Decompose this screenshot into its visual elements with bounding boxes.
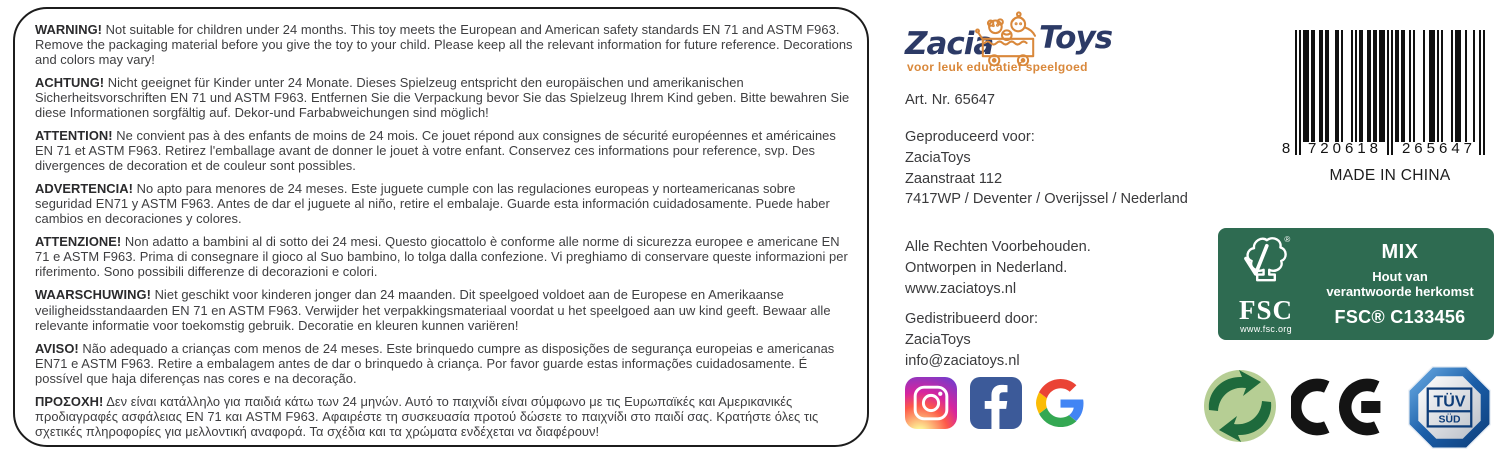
fsc-label	[1218, 228, 1494, 340]
distributed-name: ZaciaToys	[905, 331, 971, 348]
warning-text-fr: Ne convient pas à des enfants de moins de 24 mois. Ce jouet répond aux consignes de sécurité européennes et américaines EN 71 et ASTM F963. Retirez l'emballage avant de donner le jouet à votre enfant. Conservez ces informations pour reference, svp. Des divergences de decoration et de couleur sont possibles.	[35, 128, 836, 174]
produced-for-name: ZaciaToys	[905, 149, 971, 166]
rights-block	[905, 237, 1091, 299]
warning-lead-fr: ATTENTION!	[35, 128, 113, 144]
tuv-sud-icon	[1406, 364, 1493, 451]
fsc-wordmark: FSC	[1238, 295, 1293, 325]
designed-in: Ontworpen in Nederland.	[905, 259, 1068, 276]
rights-reserved: Alle Rechten Voorbehouden.	[905, 239, 1091, 255]
google-icon	[1035, 378, 1085, 428]
fsc-text	[1314, 228, 1494, 340]
warning-text-nl: Niet geschikt voor kinderen jonger dan 24 maanden. Dit speelgoed voldoet aan de Europese en Amerikaanse veiligheidsstandaarden EN 71 en ASTM F963. Verwijder het verpakkingsmateriaal voordat u het speelgoed aan uw kind geeft. Bewaar alle relevante informatie voor toekomstig gebruik. Decoratie en kleuren kunnen variëren!	[35, 287, 831, 333]
social-icons	[905, 377, 1085, 429]
fsc-registered-mark: ®	[1284, 234, 1291, 244]
barcode-left-digits: 720618	[1307, 140, 1383, 157]
sud-text: SÜD	[1438, 414, 1461, 426]
website: www.zaciatoys.nl	[905, 280, 1017, 297]
fsc-line2: verantwoorde herkomst	[1326, 284, 1474, 299]
warning-paragraph-it	[35, 234, 855, 279]
logo-word-zacia: Zacia	[905, 26, 994, 62]
brand-tagline: voor leuk educatief speelgoed	[907, 60, 1088, 74]
warning-text-it: Non adatto a bambini al di sotto dei 24 mesi. Questo giocattolo è conforme alle norme di sicurezza europee e americane EN 71 e ASTM F963. Prima di consegnare il gioco al Suo bambino, lo tolga dalla confezione. Vi preghiamo di conservare queste informazioni per riferimento. Sono possibili differenze di decorazioni e colori.	[35, 234, 848, 280]
warning-lead-de: ACHTUNG!	[35, 75, 105, 91]
warning-text-pt: Não adequado a crianças com menos de 24 meses. Este brinquedo cumpre as disposições de segurança europeias e americanas EN71 e ASTM F963. Retire a embalagem antes de dar o brinquedo à criança. Por favor guarde estas informações cuidadosamente. É possível que haja diferenças nas cores e na decoração.	[35, 340, 835, 386]
distributed-block	[905, 309, 1038, 371]
green-dot-icon	[1203, 369, 1277, 443]
warning-paragraph-es	[35, 181, 855, 226]
warning-lead-it: ATTENZIONE!	[35, 234, 122, 250]
article-number: Art. Nr. 65647	[905, 92, 996, 108]
fsc-tree-icon	[1235, 233, 1297, 297]
fsc-url: www.fsc.org	[1240, 324, 1292, 334]
produced-for-label: Geproduceerd voor:	[905, 129, 1035, 145]
warning-paragraph-en	[35, 22, 855, 67]
facebook-icon	[970, 377, 1022, 429]
warning-paragraph-nl	[35, 287, 855, 332]
fsc-line1: Hout van	[1372, 268, 1428, 284]
barcode-bars	[1295, 30, 1485, 157]
city-address: 7417WP / Deventer / Overijssel / Nederland	[905, 191, 1188, 208]
tuv-text: TÜV	[1433, 392, 1466, 411]
warning-paragraph-fr	[35, 128, 855, 173]
toy-wagon-icon	[975, 8, 1041, 66]
fsc-mix-label: MIX	[1381, 240, 1419, 263]
warning-paragraph-el	[35, 394, 855, 439]
warning-text-en: Not suitable for children under 24 months. This toy meets the European and American safety standards EN 71 and ASTM F963. Remove the packaging material before you give the toy to your child. Please keep all the relevant information for future reference. Decorations and colors may vary!	[35, 22, 853, 68]
email: info@zaciatoys.nl	[905, 352, 1020, 369]
produced-for-block	[905, 127, 1188, 210]
made-in-china-label: MADE IN CHINA	[1329, 167, 1451, 184]
warning-panel	[13, 7, 869, 447]
warning-lead-en: WARNING!	[35, 22, 102, 37]
warning-paragraph-de	[35, 75, 855, 120]
warning-lead-pt: AVISO!	[35, 340, 79, 356]
warning-text-de: Nicht geeignet für Kinder unter 24 Monate. Dieses Spielzeug entspricht den europäischen und amerikanischen Sicherheitsvorschriften EN 71 und ASTM F963. Entfernen Sie die Verpackung bevor Sie das Spielzeug Ihrem Kind geben. Bitte bewahren Sie diese Informationen sorgfältig auf. Dekor-und Farbabweichungen sind möglich!	[35, 75, 850, 121]
fsc-logo	[1218, 228, 1314, 340]
ce-mark-icon	[1291, 376, 1391, 438]
brand-column	[903, 6, 1208, 369]
warning-lead-el: ΠΡΟΣΟΧΗ!	[35, 393, 104, 409]
barcode-first-digit: 8	[1281, 140, 1291, 157]
warning-text-el: Δεν είναι κατάλληλο για παιδιά κάτω των 24 μηνών. Αυτό το παιχνίδι είναι σύμφωνο με τις Ευρωπαϊκές και Αμερικανικές προδιαγραφές ασφάλειας EN 71 και ASTM F963. Αφαιρέστε τη συσκευασία προτού δώσετε το παιχνίδι στο παιδί σας. Κρατήστε όλες τις σχετικές πληροφορίες για μελλοντική αναφορά. Τα σχέδια και τα χρώματα ενδέχεται να διαφέρουν!	[35, 393, 819, 439]
logo-word-toys: Toys	[1039, 20, 1113, 56]
fsc-code: FSC® C133456	[1334, 306, 1466, 327]
zacia-toys-logo	[903, 6, 1143, 66]
barcode-right-digits: 265647	[1401, 140, 1477, 157]
instagram-icon	[905, 377, 957, 429]
warning-lead-es: ADVERTENCIA!	[35, 181, 133, 197]
warning-paragraph-pt	[35, 341, 855, 386]
warning-lead-nl: WAARSCHUWING!	[35, 287, 151, 303]
warning-text-es: No apto para menores de 24 meses. Este juguete cumple con las regulaciones europeas y norteamericanas sobre seguridad EN71 y ASTM F963. Antes de dar el juguete al niño, retire el embalaje. Guarde esta información cuidadosamente. Puede haber cambios en decoraciones y colores.	[35, 181, 830, 227]
distributed-label: Gedistribueerd door:	[905, 311, 1039, 327]
street-address: Zaanstraat 112	[905, 170, 1003, 187]
barcode-block	[1281, 30, 1485, 190]
